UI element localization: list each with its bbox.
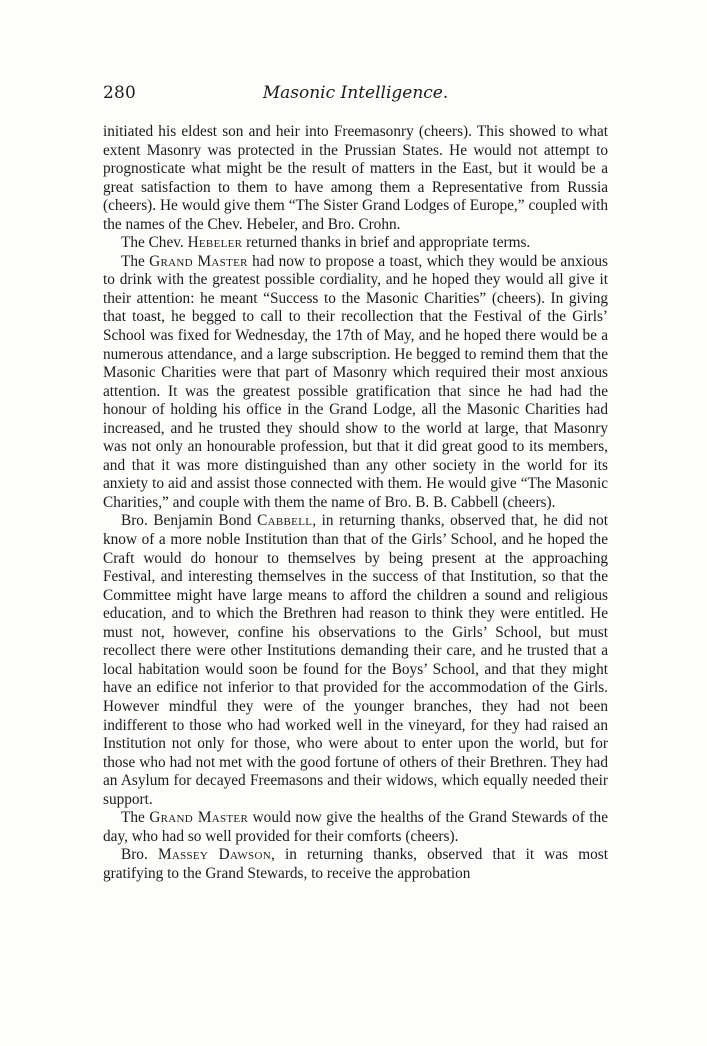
paragraph-1	[103, 123, 608, 234]
speaker-name: Hebeler	[187, 234, 243, 252]
paragraph-text: would now give the healths of the Grand Stewards of the day, who had so well provided for their comforts (cheers).	[103, 809, 608, 845]
paragraph-lead: The Chev.	[121, 234, 188, 252]
page-header	[103, 83, 608, 109]
paragraph-5	[103, 809, 608, 846]
paragraph-text: , in returning thanks, observed that, he did not know of a more noble Institution than that of the Girls’ School, and he hoped the Craft would do honour to themselves by being present at the approaching Festival, and interesting themselves in the success of that Institution, so that the Committee might have large means to afford the children a sound and religious education, and to which the Brethren had reason to think they were entitled. He must not, however, confine his observations to the Girls’ School, but must recollect there were other Institutions demanding their care, and he trusted that a local habitation would soon be found for the Boys’ School, and that they might have an edifice not inferior to that provided for the accommodation of the Girls. However mindful they were of the younger branches, they had not been indifferent to those who had worked well in the vineyard, for they had raised an Institution not only for those, who were about to enter upon the world, but for those who had not met with the good fortune of others of their Brethren. They had an Asylum for decayed Freemasons and their widows, which equally needed their support.	[103, 512, 608, 808]
paragraph-text: , in returning thanks, observed that it was most gratifying to the Grand Stewards, to receive the approbation	[103, 846, 608, 882]
speaker-name: Massey Dawson	[157, 846, 271, 864]
running-title: Masonic Intelligence.	[262, 83, 449, 103]
speaker-name: Grand Master	[149, 252, 248, 270]
paragraph-3	[103, 253, 608, 513]
paragraph-6	[103, 846, 608, 883]
paragraph-text: returned thanks in brief and appropriate terms.	[242, 234, 531, 252]
paragraph-lead: Bro.	[121, 846, 158, 864]
paragraph-text: initiated his eldest son and heir into Freemasonry (cheers). This showed to what extent Masonry was protected in the Prussian States. He would not attempt to prognosticate what might be the result of matters in the East, but it would be a great satisfaction to them to have among them a Representative from Russia (cheers). He would give them “The Sister Grand Lodges of Europe,” coupled with the names of the Chev. Hebeler, and Bro. Crohn.	[103, 123, 608, 233]
paragraph-lead: Bro. Benjamin Bond	[121, 512, 258, 530]
paragraph-4	[103, 512, 608, 809]
page-number: 280	[103, 83, 137, 103]
paragraph-2	[103, 234, 608, 253]
paragraph-lead: The	[121, 252, 150, 270]
paragraph-lead: The	[121, 809, 150, 827]
paragraph-text: had now to propose a toast, which they would be anxious to drink with the greatest possible cordiality, and he hoped they would all give it their attention: he meant “Success to the Masonic Charities” (cheers). In giving that toast, he begged to call to their recollection that the Festival of the Girls’ School was fixed for Wednesday, the 17th of May, and he hoped there would be a numerous attendance, and a large subscription. He begged to remind them that the Masonic Charities were that part of Masonry which required their most anxious attention. It was the greatest possible gratification that since he had had the honour of holding his office in the Grand Lodge, all the Masonic Charities had increased, and he trusted they should show to the world at large, that Masonry was not only an honourable profession, but that it did great good to its members, and that it was more distinguished than any other society in the world for its anxiety to aid and assist those connected with them. He would give “The Masonic Charities,” and couple with them the name of Bro. B. B. Cabbell (cheers).	[103, 252, 609, 511]
speaker-name: Cabbell	[257, 512, 313, 530]
article-body	[103, 123, 608, 883]
speaker-name: Grand Master	[149, 809, 249, 827]
